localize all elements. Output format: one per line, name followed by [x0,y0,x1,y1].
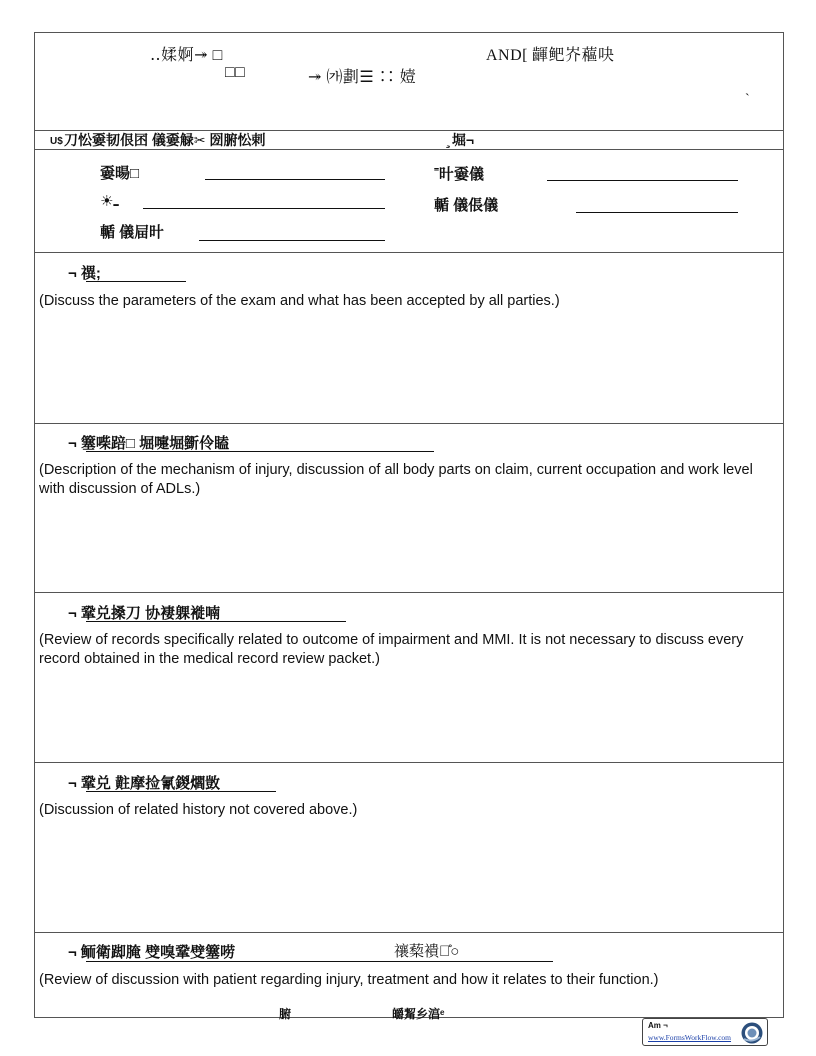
field-input-3[interactable] [143,208,385,209]
header-line1-left: ‥媃婀↠ □ [150,47,223,64]
field-input-2[interactable] [547,180,738,181]
header-line1-right: 齳鲃岕藲吷 [532,47,615,64]
subheader-left: 刀忪嫑韧佷囨 儀嫑觮✂ 圀腑忪剌 [64,132,266,148]
field-input-4[interactable] [576,212,738,213]
subheader-prefix: U$ [50,136,63,147]
field-label-4: 輴 儀倀儀 [434,197,499,214]
field-input-5[interactable] [199,240,385,241]
divider [34,423,784,424]
section-2-title: ¬ 簺喍踣□ 堀嚏堀斵伶瞌 [68,435,230,452]
swirl-icon [740,1021,764,1045]
section-5-title-underline [86,961,553,962]
subheader-right: ̧ 堀¬ [448,132,475,148]
divider [34,252,784,253]
logo-url[interactable]: www.FormsWorkFlow.com [648,1033,732,1042]
header-line1-right-prefix: AND[ [486,47,528,64]
section-4-title: ¬ 鞏兑 黈摩捡氰鍐爓敳 [68,775,221,792]
section-2-description: (Description of the mechanism of injury, discussion of all body parts on claim, current occupation and work level with discussion of ADLs.) [39,462,753,497]
field-label-1: 嫑暘□ [100,165,140,182]
field-label-5: 輴 儀屇旪 [100,224,165,241]
section-1-title-underline [86,281,186,282]
header-line2-left: □□ [225,64,246,81]
section-1-title: ¬ 禩; [68,265,101,282]
header-tick: ` [745,92,750,107]
section-1-description: (Discuss the parameters of the exam and what has been accepted by all parties.) [39,293,560,309]
section-4-description: (Discussion of related history not covered above.) [39,802,358,818]
section-5-title-extra: 禳蔾䙡半̊○ [394,943,460,960]
divider [34,592,784,593]
field-input-1[interactable] [205,179,385,180]
section-4-title-underline [86,791,276,792]
divider [34,932,784,933]
divider [34,762,784,763]
footer-left-text: 腑 [279,1007,292,1021]
section-3-title-underline [86,621,346,622]
section-2-title-underline [86,451,434,452]
logo-small-text: Am ¬ [648,1021,668,1030]
section-5-description: (Review of discussion with patient regarding injury, treatment and how it relates to their function.) [39,972,659,988]
section-3-description: (Review of records specifically related to outcome of impairment and MMI. It is not necessary to discuss every record obtained in the medical record review packet.) [39,632,744,667]
header-line2-mid: ↠ ㈎劃☰ ∷ 嬄 [308,69,417,86]
field-label-3: ☀ـ [100,193,119,210]
formsworkflow-logo[interactable] [642,1018,768,1046]
footer-mid-text: 皭觢乡湻ᵉ [392,1007,445,1021]
field-label-2: ˭旪嫑儀 [434,166,484,183]
section-3-title: ¬ 鞏兑搡刀 协褄躶褷喃 [68,605,221,622]
section-5-title: ¬ 鲕衛踋腌 䢃嗅鞏䢃簺唠 [68,944,236,961]
